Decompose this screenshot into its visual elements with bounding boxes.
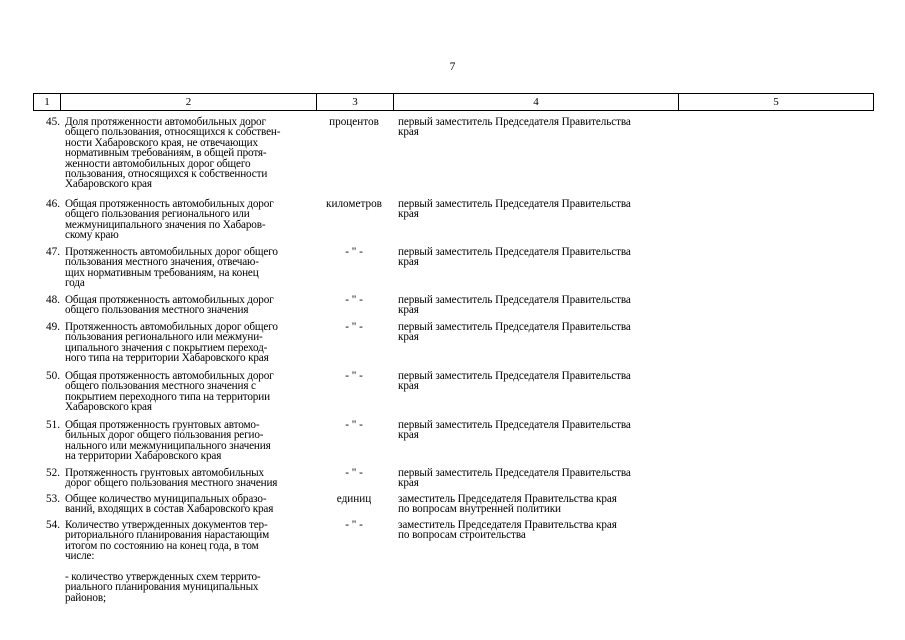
- indicator-name: Протяженность автомобильных дорог общего пользования местного значения, отвечаю- щих нормативным требованиям, на конец года: [65, 246, 278, 290]
- responsible-official: первый заместитель Председателя Правительства края: [398, 419, 631, 442]
- responsible-official: заместитель Председателя Правительства края по вопросам строительства: [398, 519, 617, 542]
- row-number: 46.: [46, 198, 60, 210]
- indicator-name: Доля протяженности автомобильных дорог общего пользования, относящихся к собствен- ности Хабаровского края, не отвечающих нормативным требованиям, в общей протя- женности автомобильных дорог общего пользования, относящихся к собственности Хабаровского края: [65, 116, 281, 191]
- unit-of-measure: - " -: [345, 419, 363, 431]
- unit-of-measure: - " -: [345, 246, 363, 258]
- row-number: 54.: [46, 519, 60, 531]
- indicator-name: Протяженность грунтовых автомобильных дорог общего пользования местного значения: [65, 467, 278, 490]
- row-number: 48.: [46, 294, 60, 306]
- unit-of-measure: - " -: [345, 519, 363, 531]
- responsible-official: первый заместитель Председателя Правительства края: [398, 246, 631, 269]
- row-number: 45.: [46, 116, 60, 128]
- responsible-official: первый заместитель Председателя Правительства края: [398, 370, 631, 393]
- unit-of-measure: - " -: [345, 467, 363, 479]
- unit-of-measure: единиц: [336, 493, 372, 505]
- indicator-name: Общая протяженность автомобильных дорог общего пользования регионального или межмуниципального значения по Хабаров- скому краю: [65, 198, 274, 242]
- unit-of-measure: процентов: [329, 116, 379, 128]
- unit-of-measure: - " -: [345, 370, 363, 382]
- responsible-official: первый заместитель Председателя Правительства края: [398, 321, 631, 344]
- unit-of-measure: - " -: [345, 294, 363, 306]
- row-number: 47.: [46, 246, 60, 258]
- indicator-name: Общая протяженность автомобильных дорог общего пользования местного значения с покрытием переходного типа на территории Хабаровского края: [65, 370, 274, 414]
- unit-of-measure: - " -: [345, 321, 363, 333]
- indicator-name: Общее количество муниципальных образо- ваний, входящих в состав Хабаровского края: [65, 493, 274, 516]
- column-header-table: [33, 93, 874, 111]
- row-number: 51.: [46, 419, 60, 431]
- responsible-official: первый заместитель Председателя Правительства края: [398, 467, 631, 490]
- indicator-name: Протяженность автомобильных дорог общего пользования регионального или межмуни- ципального значения с покрытием переход- ного типа на территории Хабаровского края: [65, 321, 278, 365]
- row-number: 52.: [46, 467, 60, 479]
- column-header-2: 2: [61, 94, 317, 111]
- row-number: 50.: [46, 370, 60, 382]
- column-header-5: 5: [679, 94, 874, 111]
- row-number: 49.: [46, 321, 60, 333]
- row-number: 53.: [46, 493, 60, 505]
- sub-item-text: - количество утвержденных схем террито- риального планирования муниципальных районов;: [65, 571, 261, 604]
- column-header-1: 1: [34, 94, 61, 111]
- column-header-row: [34, 94, 874, 111]
- responsible-official: первый заместитель Председателя Правительства края: [398, 116, 631, 139]
- column-header-4: 4: [394, 94, 679, 111]
- responsible-official: заместитель Председателя Правительства края по вопросам внутренней политики: [398, 493, 617, 516]
- indicator-name: Количество утвержденных документов тер- риториального планирования нарастающим итогом по состоянию на конец года, в том числе:: [65, 519, 270, 563]
- responsible-official: первый заместитель Председателя Правительства края: [398, 198, 631, 221]
- page-number: 7: [449, 61, 456, 73]
- column-header-3: 3: [317, 94, 394, 111]
- unit-of-measure: километров: [326, 198, 382, 210]
- indicator-name: Общая протяженность автомобильных дорог общего пользования местного значения: [65, 294, 274, 317]
- indicator-name: Общая протяженность грунтовых автомо- бильных дорог общего пользования регио- нального или межмуниципального значения на территории Хабаровского края: [65, 419, 271, 463]
- responsible-official: первый заместитель Председателя Правительства края: [398, 294, 631, 317]
